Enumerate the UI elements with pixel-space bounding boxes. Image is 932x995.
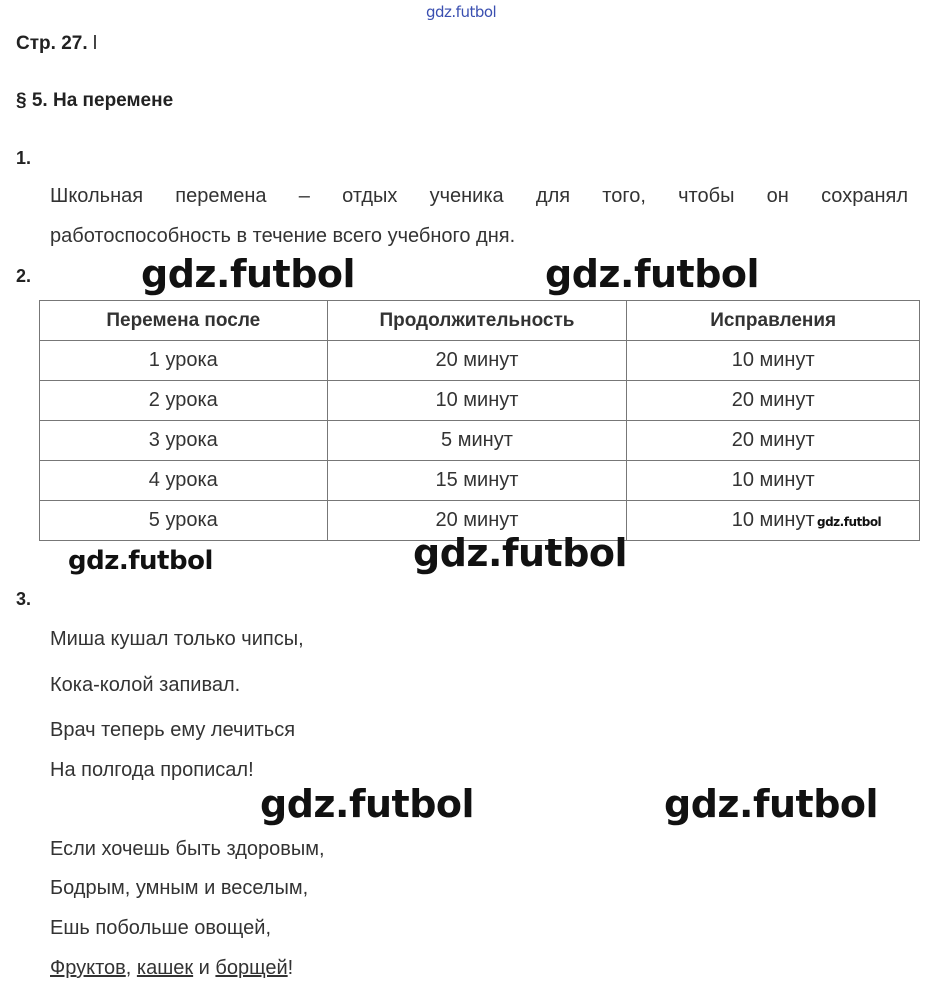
table-cell: 4 урока (40, 461, 328, 501)
table-cell: 10 минут (627, 501, 920, 541)
page-header-mark: l (92, 33, 98, 54)
column-header: Перемена после (40, 301, 328, 341)
table-cell: 20 минут (327, 501, 627, 541)
table-cell: 2 урока (40, 381, 328, 421)
column-header: Исправления (627, 301, 920, 341)
column-header: Продолжительность (327, 301, 627, 341)
watermark: gdz.futbol (413, 531, 628, 575)
poem-line: Если хочешь быть здоровым, (50, 838, 325, 860)
underlined-word: кашек (136, 957, 194, 979)
table-row (40, 461, 920, 501)
poem-line: Бодрым, умным и веселым, (50, 877, 309, 899)
table-cell: 10 минут (627, 341, 920, 381)
page-number: Стр. 27. (16, 33, 88, 54)
table-cell: 20 минут (627, 421, 920, 461)
watermark: gdz.futbol (545, 252, 760, 296)
watermark: gdz.futbol (68, 546, 213, 576)
task-1-line-2: работоспособность в течение всего учебного дня. (50, 225, 516, 247)
task-1-line-1: Школьная перемена – отдых ученика для того, чтобы он сохранял (50, 185, 908, 207)
table-row (40, 381, 920, 421)
table-cell: 20 минут (627, 381, 920, 421)
poem-line: Кока-колой запивал. (50, 674, 241, 696)
table-cell: 5 минут (327, 421, 627, 461)
breaks-table (39, 300, 920, 541)
page-header (16, 33, 97, 55)
separator: , (125, 957, 137, 979)
table-cell: 10 минут (327, 381, 627, 421)
underlined-word: Фруктов (50, 957, 126, 979)
table-cell: 10 минут (627, 461, 920, 501)
table-row (40, 341, 920, 381)
table-row (40, 421, 920, 461)
task-3-number: 3. (16, 589, 32, 609)
table-cell: 3 урока (40, 421, 328, 461)
underlined-word: борщей (215, 957, 288, 979)
section-title: § 5. На перемене (16, 90, 174, 111)
table-cell: 20 минут (327, 341, 627, 381)
task-2-number: 2. (16, 266, 32, 286)
watermark: gdz.futbol (260, 782, 475, 826)
watermark-top: gdz.futbol (426, 3, 497, 21)
poem-line: Ешь побольше овощей, (50, 917, 271, 939)
poem-line: Миша кушал только чипсы, (50, 628, 304, 650)
end-punctuation: ! (287, 957, 294, 979)
table-cell: 1 урока (40, 341, 328, 381)
task-1-number: 1. (16, 148, 32, 168)
poem-last-line (50, 957, 293, 980)
watermark: gdz.futbol (664, 782, 879, 826)
task-1-answer (50, 176, 908, 256)
table-cell: 15 минут (327, 461, 627, 501)
separator: и (193, 957, 216, 979)
table-header-row (40, 301, 920, 341)
poem-line: Врач теперь ему лечиться (50, 719, 296, 741)
table-cell: 5 урока (40, 501, 328, 541)
watermark: gdz.futbol (817, 515, 882, 529)
poem-line: На полгода прописал! (50, 759, 254, 781)
watermark: gdz.futbol (141, 252, 356, 296)
